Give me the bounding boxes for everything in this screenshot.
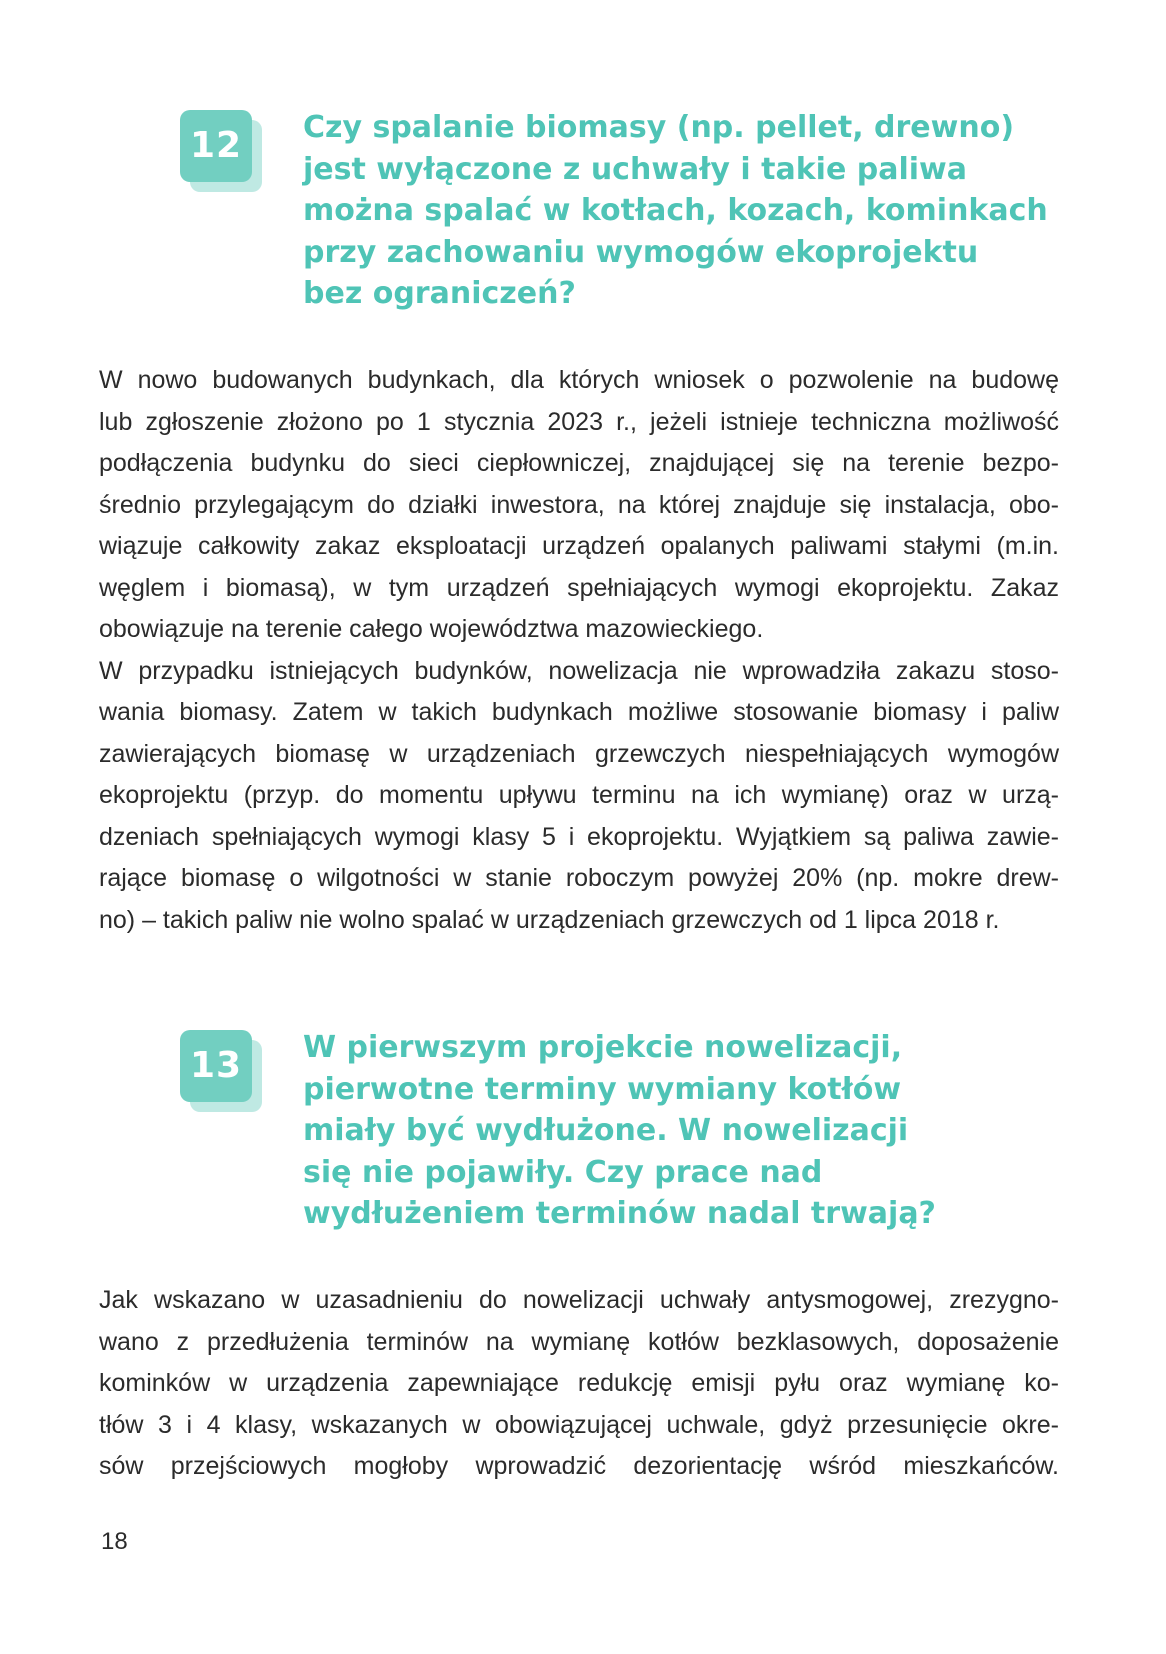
answer-line: sów przejściowych mogłoby wprowadzić dezorientację wśród mieszkańców. — [99, 1452, 1059, 1480]
answer-line: wania biomasy. Zatem w takich budynkach możliwe stosowanie biomasy i paliw — [99, 698, 1059, 726]
answer-line: średnio przylegającym do działki inwestora, na której znajduje się instalacja, obo- — [99, 490, 1059, 519]
answer-line: obowiązuje na terenie całego województwa mazowieckiego. — [99, 615, 764, 643]
question-line: pierwotne terminy wymiany kotłów — [303, 1071, 902, 1107]
question-line: bez ograniczeń? — [303, 276, 576, 311]
answer-text — [99, 360, 1059, 941]
question-line: Czy spalanie biomasy (np. pellet, drewno) — [303, 110, 1015, 145]
badge-number: 13 — [180, 1030, 252, 1102]
question-line: wydłużeniem terminów nadal trwają? — [303, 1196, 936, 1231]
answer-text — [99, 1280, 1059, 1488]
question-line: można spalać w kotłach, kozach, kominkach — [303, 193, 1048, 228]
page-number: 18 — [101, 1528, 128, 1555]
question-line: się nie pojawiły. Czy prace nad — [303, 1154, 823, 1190]
answer-line: tłów 3 i 4 klasy, wskazanych w obowiązującej uchwale, gdyż przesunięcie okre- — [99, 1410, 1059, 1439]
badge-number: 12 — [180, 110, 252, 182]
question-line: przy zachowaniu wymogów ekoprojektu — [303, 234, 979, 270]
question-line: miały być wydłużone. W nowelizacji — [303, 1113, 909, 1148]
answer-line: lub zgłoszenie złożono po 1 stycznia 2023 r., jeżeli istnieje techniczna możliwość — [99, 407, 1059, 436]
answer-line: zawierających biomasę w urządzeniach grzewczych niespełniających wymogów — [99, 739, 1059, 768]
answer-line: podłączenia budynku do sieci ciepłowniczej, znajdującej się na terenie bezpo- — [99, 449, 1059, 477]
question-line: W pierwszym projekcie nowelizacji, — [303, 1030, 903, 1065]
answer-line: W przypadku istniejących budynków, nowelizacja nie wprowadziła zakazu stoso- — [99, 656, 1059, 685]
answer-line: no) – takich paliw nie wolno spalać w urządzeniach grzewczych od 1 lipca 2018 r. — [99, 905, 1000, 934]
answer-line: dzeniach spełniających wymogi klasy 5 i ekoprojektu. Wyjątkiem są paliwa zawie- — [99, 822, 1059, 851]
question-number-badge — [180, 110, 262, 192]
answer-line: węglem i biomasą), w tym urządzeń spełniających wymogi ekoprojektu. Zakaz — [99, 573, 1059, 602]
answer-line: W nowo budowanych budynkach, dla których wniosek o pozwolenie na budowę — [99, 366, 1059, 394]
question-number-badge — [180, 1030, 262, 1112]
question-line: jest wyłączone z uchwały i takie paliwa — [303, 151, 967, 187]
question-heading — [303, 107, 1048, 315]
question-heading — [303, 1027, 1023, 1235]
answer-line: kominków w urządzenia zapewniające redukcję emisji pyłu oraz wymianę ko- — [99, 1369, 1059, 1397]
answer-line: Jak wskazano w uzasadnieniu do nowelizacji uchwały antysmogowej, zrezygno- — [99, 1286, 1059, 1314]
answer-line: wano z przedłużenia terminów na wymianę kotłów bezklasowych, doposażenie — [99, 1327, 1059, 1356]
answer-line: ekoprojektu (przyp. do momentu upływu terminu na ich wymianę) oraz w urzą- — [99, 781, 1059, 809]
answer-line: wiązuje całkowity zakaz eksploatacji urządzeń opalanych paliwami stałymi (m.in. — [99, 532, 1059, 560]
answer-line: rające biomasę o wilgotności w stanie roboczym powyżej 20% (np. mokre drew- — [99, 864, 1059, 892]
